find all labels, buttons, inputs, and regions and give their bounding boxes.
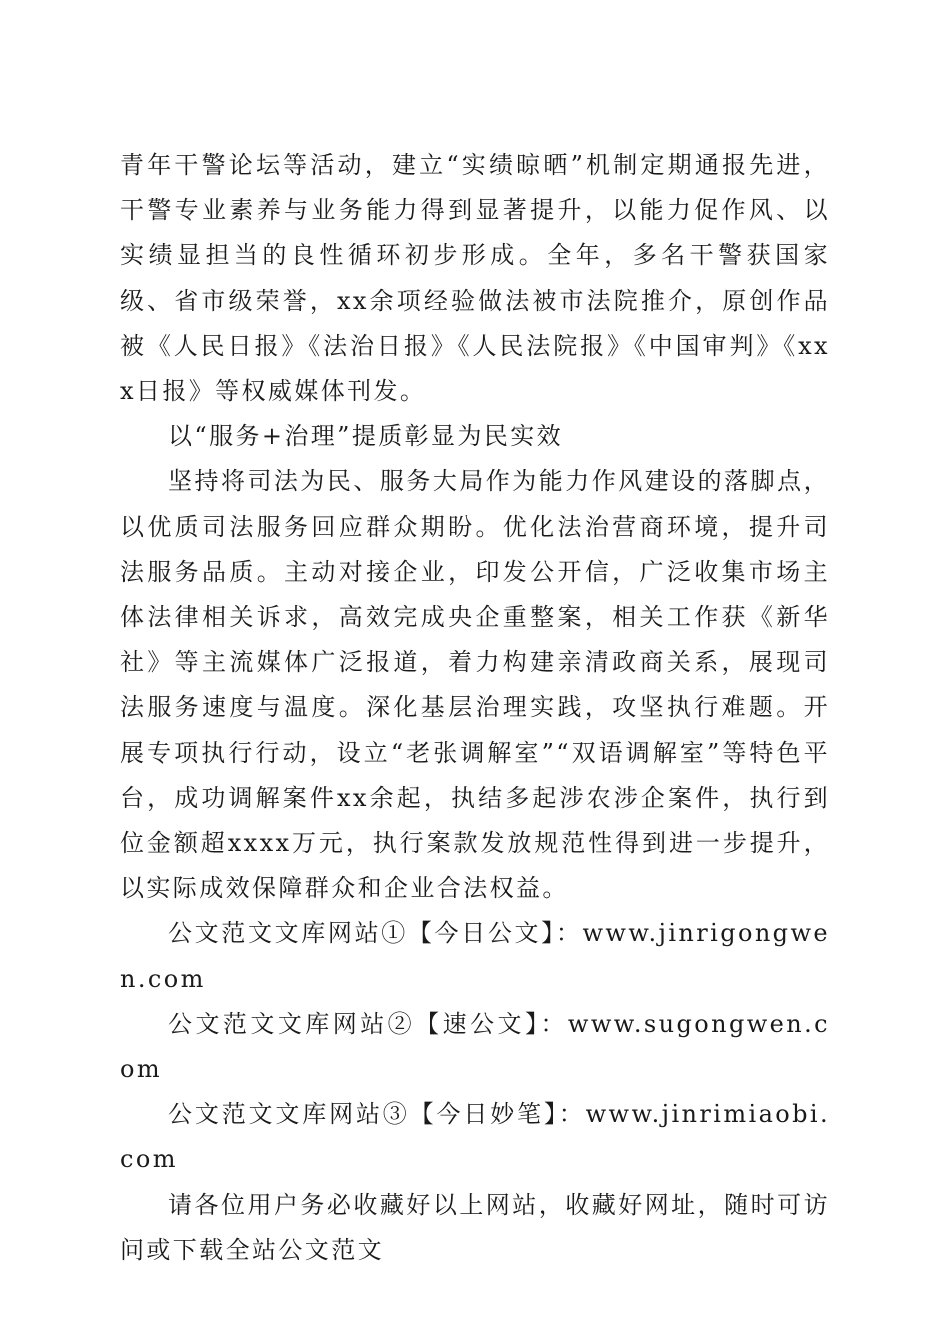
notice-paragraph: 请各位用户务必收藏好以上网站，收藏好网址，随时可访问或下载全站公文范文	[120, 1190, 830, 1264]
site-link-2: 公文范文文库网站②【速公文】：www.sugongwen.com	[120, 1009, 830, 1084]
body-paragraph-service: 坚持将司法为民、服务大局作为能力作风建设的落脚点，以优质司法服务回应群众期盼。优化法治营商环境，提升司法服务品质。主动对接企业，印发公开信，广泛收集市场主体法律相关诉求，高效完成央企重整案，相关工作获《新华社》等主流媒体广泛报道，着力构建亲清政商关系，展现司法服务速度与温度。深化基层治理实践，攻坚执行难题。开展专项执行行动，设立“老张调解室”“双语调解室”等特色平台，成功调解案件xx余起，执结多起涉农涉企案件，执行到位金额超xxxx万元，执行案款发放规范性得到进一步提升，以实际成效保障群众和企业合法权益。	[120, 467, 830, 903]
body-paragraph-achievements: 青年干警论坛等活动，建立“实绩晾晒”机制定期通报先进，干警专业素养与业务能力得到显著提升，以能力促作风、以实绩显担当的良性循环初步形成。全年，多名干警获国家级、省市级荣誉，xx余项经验做法被市法院推介，原创作品被《人民日报》《法治日报》《人民法院报》《中国审判》《xxx日报》等权威媒体刊发。	[120, 151, 830, 406]
site-link-1: 公文范文文库网站①【今日公文】：www.jinrigongwen.com	[120, 919, 830, 993]
document-page	[120, 143, 830, 1273]
section-heading: 以“服务+治理”提质彰显为民实效	[168, 422, 564, 451]
site-link-3: 公文范文文库网站③【今日妙笔】：www.jinrimiaobi.com	[120, 1100, 830, 1174]
